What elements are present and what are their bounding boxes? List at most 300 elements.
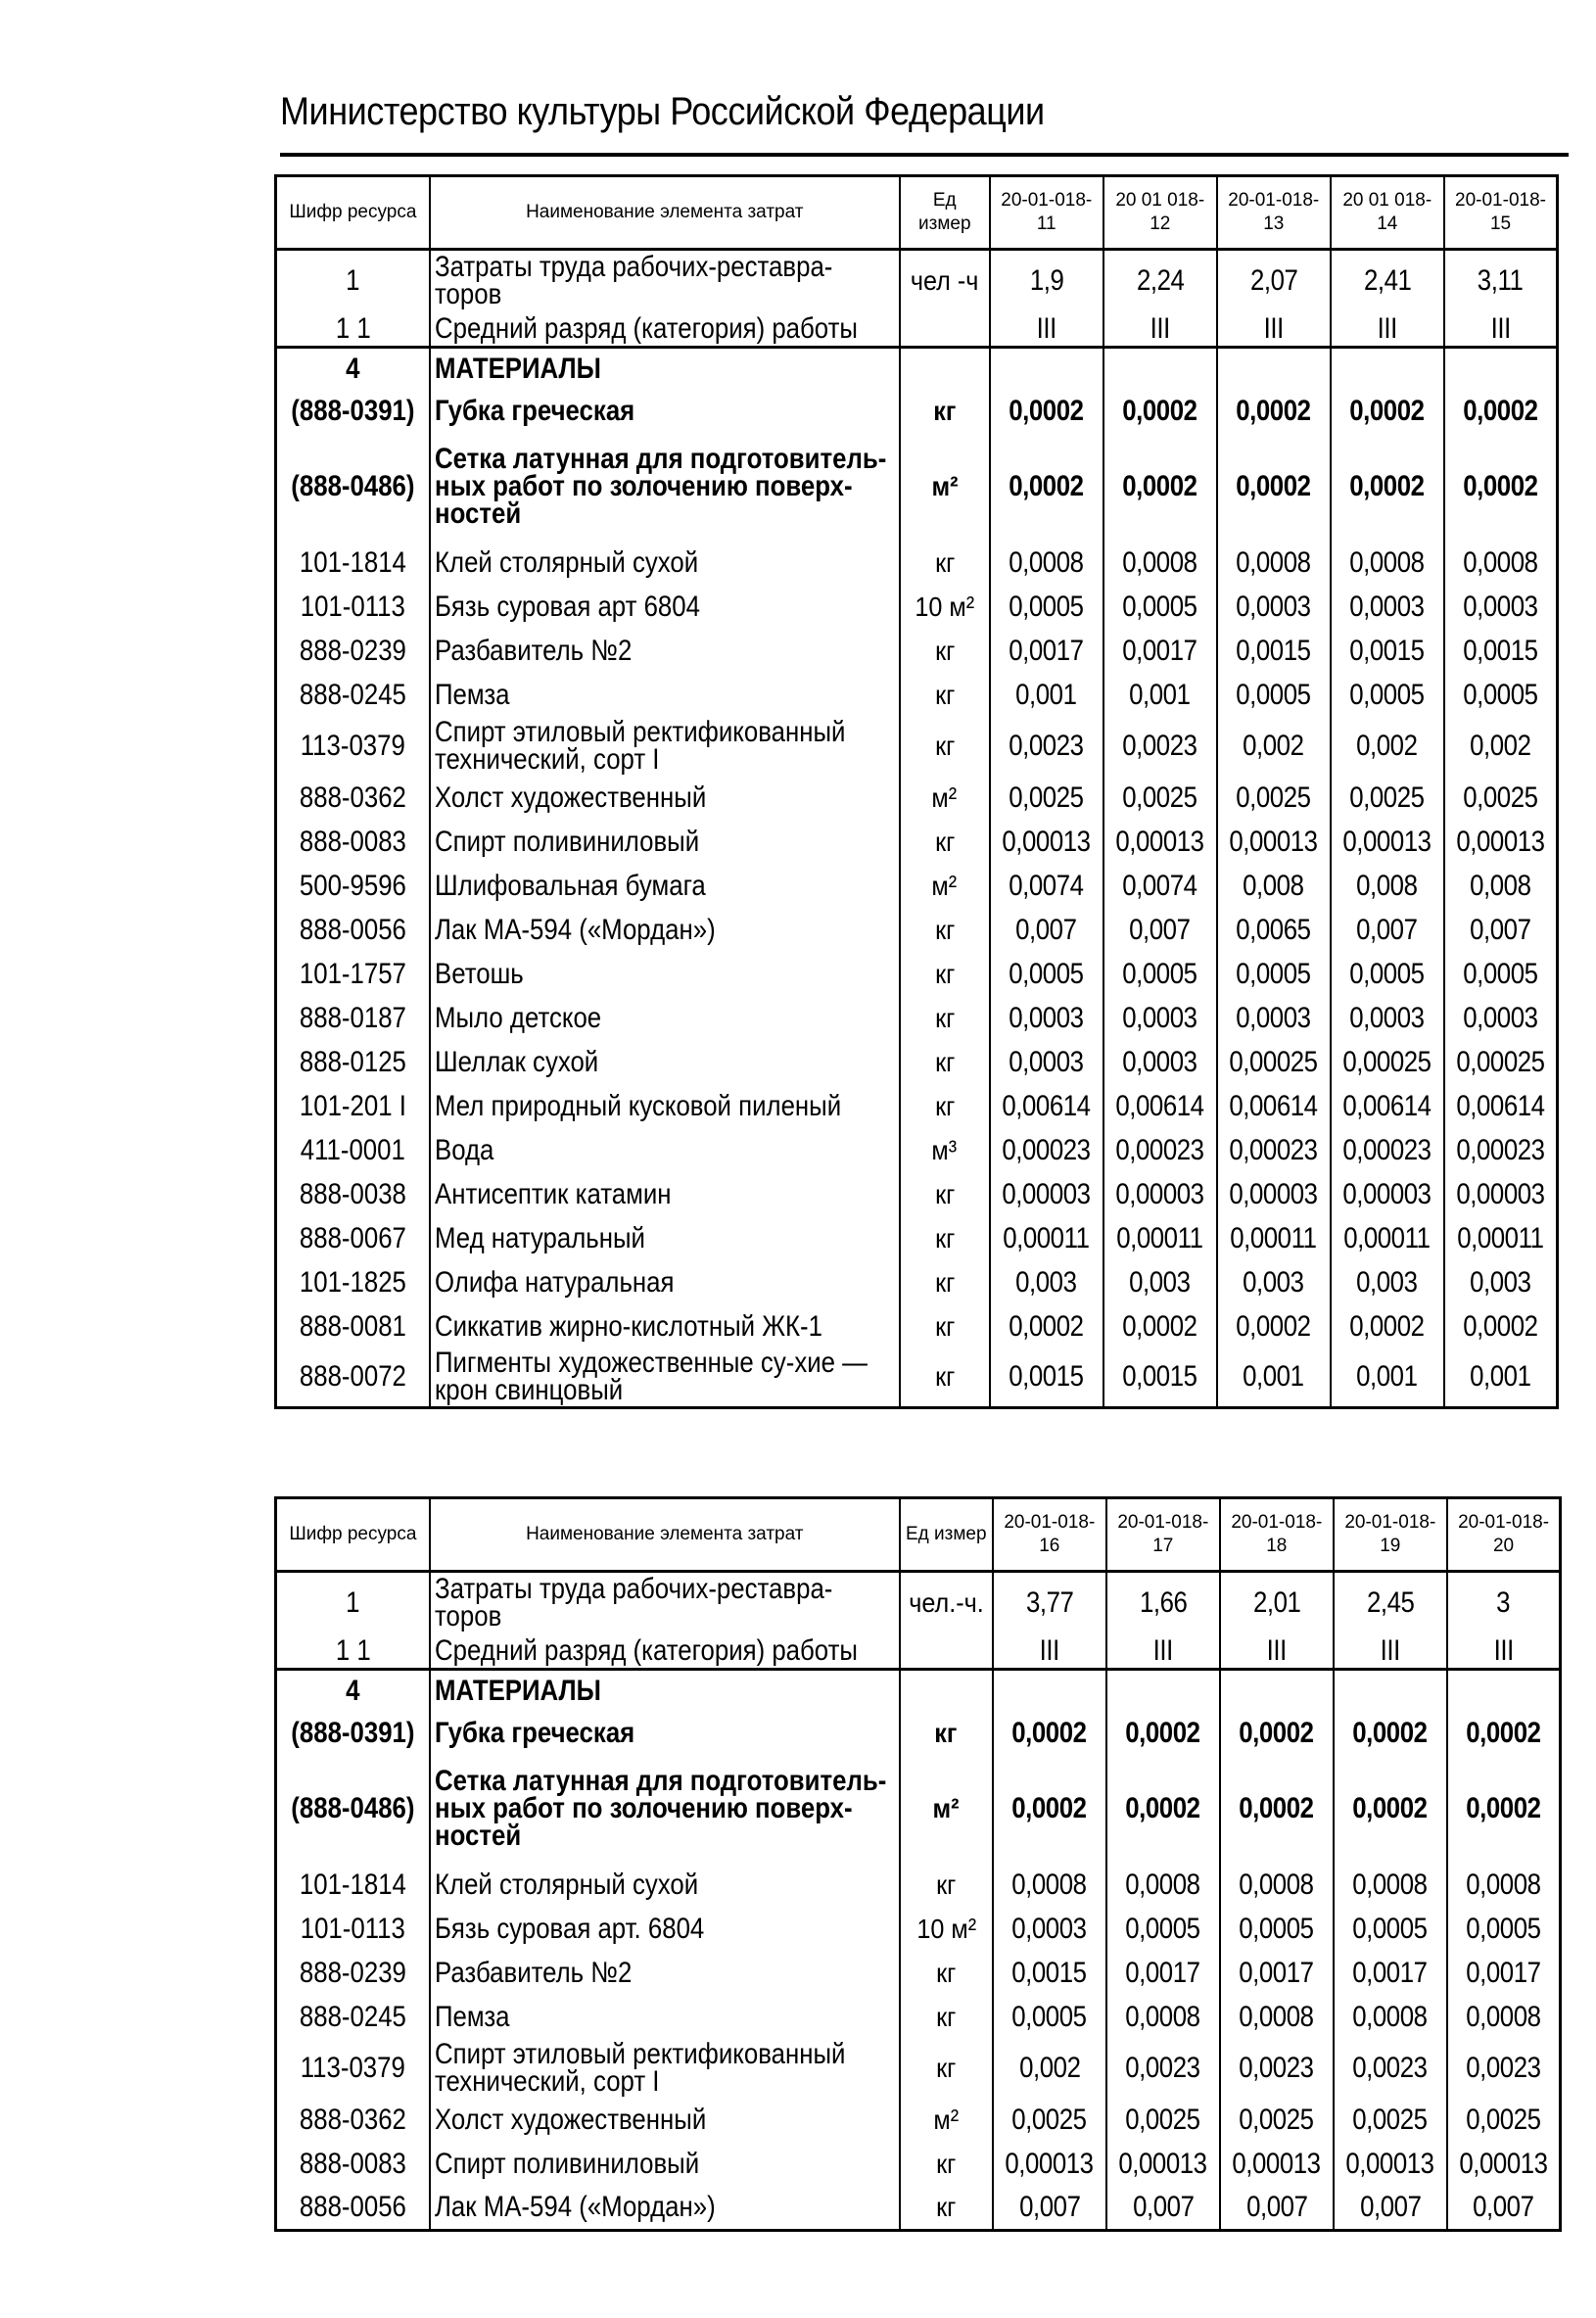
- resource-code-cell: [276, 1951, 430, 1995]
- unit-cell: [900, 1040, 990, 1084]
- unit-cell: [900, 585, 990, 629]
- norm-value: 0,007: [1245, 2190, 1308, 2223]
- norm-value-cell: [993, 1863, 1106, 1907]
- unit: чел.-ч.: [909, 1587, 984, 1619]
- norm-value: 0,00003: [1456, 1177, 1545, 1210]
- norm-value-cell: [1444, 1260, 1558, 1304]
- norm-value: III: [1377, 311, 1397, 345]
- norm-value-cell: [1334, 2098, 1447, 2142]
- resource-code: 888-0362: [299, 781, 406, 814]
- norm-value-cell: [1103, 776, 1217, 820]
- table-row: [276, 717, 1558, 776]
- norm-value-cell: [990, 1128, 1103, 1172]
- resource-code: 1: [346, 264, 360, 298]
- norm-value-cell: [1103, 1304, 1217, 1348]
- norm-value: 0,00003: [1115, 1177, 1204, 1210]
- table-row: [276, 2098, 1561, 2142]
- unit: кг: [936, 2148, 957, 2179]
- norm-value: 0,0002: [1011, 1717, 1087, 1749]
- norm-value: 0,0025: [1463, 781, 1538, 814]
- norm-value-cell: [1217, 864, 1331, 908]
- norm-value-cell: [1103, 347, 1217, 390]
- norm-value-cell: [1331, 433, 1444, 541]
- header-col: 20-01-018-15: [1444, 176, 1558, 250]
- norm-value: 0,0005: [1009, 957, 1084, 990]
- norm-value: 0,00614: [1342, 1089, 1432, 1122]
- norm-value-cell: [1447, 2098, 1561, 2142]
- norm-value-cell: [1103, 1348, 1217, 1407]
- norm-value-cell: [1444, 952, 1558, 996]
- norm-value: 0,00013: [1456, 825, 1545, 858]
- table-row: [276, 908, 1558, 952]
- cost-element-name-cell: [430, 1260, 900, 1304]
- norm-value-cell: [1444, 1040, 1558, 1084]
- norm-value: 0,0015: [1349, 634, 1425, 667]
- norm-value: 0,0002: [1236, 1309, 1311, 1343]
- resource-code-cell: [276, 250, 430, 312]
- table-row: [276, 820, 1558, 864]
- norm-value-cell: [1331, 717, 1444, 776]
- cost-element-name: Бязь суровая арт 6804: [434, 590, 700, 623]
- norm-value-cell: [1331, 585, 1444, 629]
- resource-code: 888-0362: [299, 2103, 406, 2136]
- norm-value-cell: [1217, 541, 1331, 585]
- resource-code-cell: [276, 717, 430, 776]
- norm-value-cell: [1220, 1669, 1334, 1712]
- unit-cell: [900, 952, 990, 996]
- norm-value: 0,0017: [1122, 634, 1197, 667]
- norm-value-cell: [1220, 1951, 1334, 1995]
- norm-value: 0,0065: [1236, 913, 1311, 946]
- cost-element-name: Клей столярный сухой: [434, 545, 698, 579]
- resource-code-cell: [276, 1216, 430, 1260]
- norm-value-cell: [1334, 1755, 1447, 1863]
- norm-value: 0,0008: [1236, 545, 1311, 579]
- unit-cell: [900, 390, 990, 433]
- norm-value-cell: [1447, 1634, 1561, 1670]
- norm-value: 0,0015: [1122, 1360, 1197, 1394]
- norm-value-cell: [1103, 864, 1217, 908]
- unit-cell: [900, 1669, 993, 1712]
- norm-value: III: [1263, 311, 1284, 345]
- norm-value-cell: [1444, 629, 1558, 673]
- norm-value: 0,003: [1129, 1265, 1191, 1299]
- norm-value: 0,0005: [1236, 957, 1311, 990]
- norm-value-cell: [1217, 776, 1331, 820]
- unit: кг: [934, 546, 955, 578]
- norm-value: 0,007: [1018, 2190, 1081, 2223]
- unit: кг: [934, 1310, 955, 1342]
- norm-value: 0,00614: [1002, 1089, 1091, 1122]
- norm-value-cell: [990, 629, 1103, 673]
- norm-value: 0,00025: [1342, 1045, 1432, 1078]
- table-row: [276, 1084, 1558, 1128]
- norm-value: 3,77: [1025, 1586, 1074, 1620]
- norm-value-cell: [1334, 2186, 1447, 2230]
- resource-code: (888-0391): [291, 1717, 415, 1749]
- norm-value-cell: [1217, 629, 1331, 673]
- norm-value: 0,00011: [1116, 1221, 1203, 1254]
- unit: кг: [934, 1718, 958, 1748]
- cost-element-name: Шеллак сухой: [434, 1045, 598, 1078]
- table-row: [276, 1951, 1561, 1995]
- norm-value: 3,11: [1478, 264, 1524, 298]
- norm-value-cell: [1331, 390, 1444, 433]
- resource-code-cell: [276, 1084, 430, 1128]
- norm-value-cell: [1334, 1572, 1447, 1634]
- norm-value: 0,0002: [1009, 1309, 1084, 1343]
- norm-value-cell: [1331, 864, 1444, 908]
- norm-value-cell: [1444, 585, 1558, 629]
- unit-cell: [900, 2186, 993, 2230]
- cost-element-name-cell: [430, 2039, 900, 2098]
- norm-value-cell: [1331, 347, 1444, 390]
- norm-value-cell: [1334, 1907, 1447, 1951]
- norm-value: 0,001: [1243, 1360, 1304, 1394]
- norm-value: 2,07: [1249, 264, 1298, 298]
- header-name: Наименование элемента затрат: [430, 176, 900, 250]
- cost-element-name-cell: [430, 541, 900, 585]
- norm-value-cell: [993, 1951, 1106, 1995]
- norm-value: 0,00011: [1457, 1221, 1544, 1254]
- norm-value-cell: [1331, 820, 1444, 864]
- norm-value: 0,0023: [1125, 2052, 1200, 2084]
- norm-value-cell: [993, 1907, 1106, 1951]
- unit-cell: [900, 1995, 993, 2039]
- norm-value-cell: [1444, 820, 1558, 864]
- cost-element-name: Вода: [434, 1133, 494, 1166]
- cost-element-name: Губка греческая: [434, 395, 634, 427]
- resource-code: 888-0081: [299, 1309, 406, 1343]
- norm-value-cell: [990, 1348, 1103, 1407]
- norm-value-cell: [1217, 1348, 1331, 1407]
- norm-value: 0,007: [1129, 913, 1191, 946]
- norm-value-cell: [1331, 1040, 1444, 1084]
- norm-value-cell: [1334, 2039, 1447, 2098]
- unit-cell: [900, 2098, 993, 2142]
- resource-code: 888-0245: [299, 2000, 406, 2033]
- cost-element-name-cell: [430, 952, 900, 996]
- norm-value-cell: [1331, 673, 1444, 717]
- resource-code-cell: [276, 908, 430, 952]
- norm-value: III: [1036, 311, 1056, 345]
- norm-value: 0,0005: [1466, 1912, 1541, 1945]
- norm-value: 0,0002: [1009, 395, 1084, 427]
- unit-cell: [900, 1084, 990, 1128]
- cost-element-name-cell: [430, 1951, 900, 1995]
- resource-table-2: [274, 1496, 1562, 2232]
- resource-code: 500-9596: [299, 869, 406, 902]
- resource-code: 101-1814: [299, 545, 406, 579]
- norm-value: 0,0015: [1236, 634, 1311, 667]
- cost-element-name: Спирт поливиниловый: [434, 825, 699, 858]
- resource-code-cell: [276, 776, 430, 820]
- norm-value: III: [1039, 1633, 1059, 1667]
- norm-value-cell: [1106, 1907, 1220, 1951]
- norm-value: 0,0002: [1122, 470, 1197, 502]
- unit-cell: [900, 2039, 993, 2098]
- norm-value: 0,008: [1243, 869, 1304, 902]
- cost-element-name-cell: [430, 585, 900, 629]
- resource-code: 1 1: [335, 1633, 371, 1667]
- norm-value-cell: [993, 2186, 1106, 2230]
- norm-value-cell: [1447, 1951, 1561, 1995]
- unit: м²: [931, 781, 958, 813]
- header-unit: Ед измер: [900, 176, 990, 250]
- resource-code-cell: [276, 1907, 430, 1951]
- unit-cell: [900, 347, 990, 390]
- norm-value-cell: [1444, 312, 1558, 348]
- norm-value-cell: [1447, 1995, 1561, 2039]
- norm-value: 0,0025: [1352, 2103, 1428, 2136]
- norm-value-cell: [1217, 1128, 1331, 1172]
- unit: м³: [931, 1134, 958, 1165]
- norm-value: 0,0003: [1236, 1001, 1311, 1034]
- norm-value: 0,0002: [1011, 1792, 1087, 1824]
- cost-element-name: Сетка латунная для подготовитель-ных работ по золочению поверх-ностей: [434, 443, 887, 530]
- norm-value-cell: [1444, 776, 1558, 820]
- norm-value: 0,0015: [1009, 1360, 1084, 1394]
- norm-value-cell: [1331, 541, 1444, 585]
- table-row: [276, 1348, 1558, 1407]
- norm-value-cell: [1334, 2142, 1447, 2186]
- resource-code: (888-0486): [291, 1792, 415, 1824]
- unit: кг: [934, 731, 955, 761]
- norm-value-cell: [1217, 1084, 1331, 1128]
- norm-value-cell: [990, 673, 1103, 717]
- norm-value: 0,0025: [1239, 2103, 1314, 2136]
- cost-element-name: Сиккатив жирно-кислотный ЖК-1: [434, 1309, 822, 1343]
- norm-value-cell: [1103, 541, 1217, 585]
- norm-value: 1,9: [1029, 264, 1064, 298]
- header-col: 20-01-018-19: [1334, 1498, 1447, 1572]
- norm-value: 0,0015: [1463, 634, 1538, 667]
- norm-value: 0,00013: [1115, 825, 1204, 858]
- resource-code: 101-1757: [299, 957, 406, 990]
- resource-code-cell: [276, 1995, 430, 2039]
- norm-value-cell: [1447, 1712, 1561, 1755]
- norm-value-cell: [1103, 908, 1217, 952]
- norm-value: 0,003: [1243, 1265, 1304, 1299]
- table-row: [276, 629, 1558, 673]
- norm-value: 1,66: [1139, 1586, 1188, 1620]
- norm-value: 0,0002: [1466, 1717, 1541, 1749]
- unit-cell: [900, 2142, 993, 2186]
- norm-value-cell: [1106, 1712, 1220, 1755]
- norm-value-cell: [1331, 1260, 1444, 1304]
- cost-element-name-cell: [430, 673, 900, 717]
- unit-cell: [900, 1128, 990, 1172]
- unit: кг: [934, 635, 955, 666]
- norm-value-cell: [1217, 1304, 1331, 1348]
- cost-element-name-cell: [430, 1348, 900, 1407]
- norm-value-cell: [1220, 1995, 1334, 2039]
- table-row: [276, 996, 1558, 1040]
- cost-element-name: Мед натуральный: [434, 1221, 645, 1254]
- norm-value: 0,0003: [1009, 1045, 1084, 1078]
- cost-element-name: Разбавитель №2: [434, 634, 633, 667]
- norm-value: 0,002: [1243, 730, 1304, 762]
- unit-cell: [900, 1951, 993, 1995]
- norm-value: 0,0025: [1011, 2103, 1087, 2136]
- norm-value: 0,003: [1356, 1265, 1418, 1299]
- norm-value-cell: [1331, 996, 1444, 1040]
- norm-value-cell: [1103, 1260, 1217, 1304]
- table-row: [276, 433, 1558, 541]
- norm-value-cell: [993, 2098, 1106, 2142]
- norm-value: 0,0002: [1122, 1309, 1197, 1343]
- cost-element-name-cell: [430, 347, 900, 390]
- norm-value-cell: [990, 347, 1103, 390]
- norm-value-cell: [1220, 2098, 1334, 2142]
- resource-code-cell: [276, 2039, 430, 2098]
- norm-value: 0,0025: [1236, 781, 1311, 814]
- unit: кг: [934, 1361, 955, 1393]
- unit-cell: [900, 776, 990, 820]
- norm-value-cell: [1217, 673, 1331, 717]
- norm-value-cell: [1444, 1216, 1558, 1260]
- resource-code-cell: [276, 820, 430, 864]
- norm-value: 0,0003: [1463, 1001, 1538, 1034]
- norm-value: 0,00003: [1002, 1177, 1091, 1210]
- table-row: [276, 1669, 1561, 1712]
- resource-code-cell: [276, 1348, 430, 1407]
- norm-value-cell: [1106, 2186, 1220, 2230]
- unit-cell: [900, 673, 990, 717]
- norm-value-cell: [1217, 717, 1331, 776]
- norm-value-cell: [1220, 1634, 1334, 1670]
- resource-code: 888-0083: [299, 2147, 406, 2180]
- table-row: [276, 1634, 1561, 1670]
- norm-value: III: [1150, 311, 1170, 345]
- header-code: Шифр ресурса: [276, 176, 430, 250]
- norm-value: 0,0023: [1466, 2052, 1541, 2084]
- norm-value-cell: [990, 541, 1103, 585]
- norm-value-cell: [1103, 390, 1217, 433]
- norm-value: 0,0017: [1466, 1956, 1541, 1989]
- norm-value: 0,0008: [1463, 545, 1538, 579]
- unit: кг: [933, 396, 957, 426]
- cost-element-name: Лак МА-594 («Мордан»): [434, 2190, 716, 2223]
- norm-value-cell: [1444, 250, 1558, 312]
- table-row: [276, 2039, 1561, 2098]
- norm-value-cell: [1444, 1348, 1558, 1407]
- cost-element-name: Холст художественный: [434, 2103, 707, 2136]
- norm-value-cell: [990, 908, 1103, 952]
- norm-value-cell: [1217, 1216, 1331, 1260]
- norm-value: 0,001: [1356, 1360, 1418, 1394]
- resource-code: 113-0379: [300, 2052, 405, 2084]
- cost-element-name-cell: [430, 717, 900, 776]
- resource-code-cell: [276, 673, 430, 717]
- norm-value-cell: [1444, 1128, 1558, 1172]
- table-row: [276, 1216, 1558, 1260]
- norm-value-cell: [1103, 1216, 1217, 1260]
- unit-cell: [900, 629, 990, 673]
- norm-value: 0,00013: [1459, 2147, 1548, 2180]
- norm-value: 0,0005: [1463, 678, 1538, 711]
- norm-value-cell: [1217, 1172, 1331, 1216]
- norm-value: 0,0008: [1349, 545, 1425, 579]
- norm-value: 0,0003: [1009, 1001, 1084, 1034]
- table-row: [276, 1040, 1558, 1084]
- table-row: [276, 1863, 1561, 1907]
- norm-value-cell: [1447, 2186, 1561, 2230]
- table-row: [276, 1304, 1558, 1348]
- norm-value: 0,002: [1470, 730, 1531, 762]
- norm-value: 0,00013: [1005, 2147, 1094, 2180]
- header-unit: Ед измер: [900, 1498, 993, 1572]
- norm-value-cell: [1444, 541, 1558, 585]
- norm-value-cell: [1103, 717, 1217, 776]
- table-row: [276, 541, 1558, 585]
- resource-code-cell: [276, 2142, 430, 2186]
- norm-value-cell: [1103, 629, 1217, 673]
- header-col: 20-01-018-20: [1447, 1498, 1561, 1572]
- norm-value-cell: [1331, 1348, 1444, 1407]
- resource-code: 113-0379: [300, 730, 405, 762]
- cost-element-name: Спирт этиловый ректификованный технический, сорт I: [434, 717, 846, 776]
- cost-element-name: Клей столярный сухой: [434, 1868, 698, 1901]
- resource-table-1: [274, 174, 1559, 1409]
- norm-value: 2,24: [1136, 264, 1185, 298]
- norm-value-cell: [1103, 952, 1217, 996]
- cost-element-name-cell: [430, 1304, 900, 1348]
- norm-value-cell: [1217, 820, 1331, 864]
- table-row: [276, 250, 1558, 312]
- norm-value-cell: [1220, 2186, 1334, 2230]
- norm-value-cell: [993, 1572, 1106, 1634]
- resource-code-cell: [276, 1128, 430, 1172]
- resource-code-cell: [276, 629, 430, 673]
- norm-value-cell: [990, 864, 1103, 908]
- norm-value: 0,0025: [1349, 781, 1425, 814]
- cost-element-name-cell: [430, 312, 900, 348]
- norm-value: III: [1152, 1633, 1173, 1667]
- norm-value: 0,001: [1129, 678, 1191, 711]
- unit-cell: [900, 717, 990, 776]
- resource-code: 888-0187: [299, 1001, 406, 1034]
- norm-value: 0,0015: [1011, 1956, 1087, 1989]
- resource-code: 888-0038: [299, 1177, 406, 1210]
- norm-value-cell: [1447, 1907, 1561, 1951]
- table-row: [276, 1260, 1558, 1304]
- cost-element-name-cell: [430, 1995, 900, 2039]
- cost-element-name-cell: [430, 1084, 900, 1128]
- table-row: [276, 585, 1558, 629]
- norm-value: 0,0017: [1352, 1956, 1428, 1989]
- cost-element-name: Холст художественный: [434, 781, 707, 814]
- norm-value: 0,0008: [1125, 1868, 1200, 1901]
- norm-value-cell: [1331, 1304, 1444, 1348]
- resource-code-cell: [276, 541, 430, 585]
- cost-element-name: Спирт поливиниловый: [434, 2147, 699, 2180]
- norm-value-cell: [1217, 908, 1331, 952]
- unit-cell: [900, 996, 990, 1040]
- norm-value: 0,0002: [1125, 1717, 1200, 1749]
- norm-value-cell: [1103, 1172, 1217, 1216]
- norm-value: 0,0008: [1125, 2000, 1200, 2033]
- norm-value-cell: [1106, 1755, 1220, 1863]
- norm-value: 0,0005: [1349, 957, 1425, 990]
- norm-value-cell: [1220, 1907, 1334, 1951]
- unit: кг: [936, 1957, 957, 1988]
- norm-value-cell: [990, 1084, 1103, 1128]
- resource-code-cell: [276, 585, 430, 629]
- norm-value-cell: [990, 312, 1103, 348]
- norm-value: 0,0017: [1125, 1956, 1200, 1989]
- unit-cell: [900, 820, 990, 864]
